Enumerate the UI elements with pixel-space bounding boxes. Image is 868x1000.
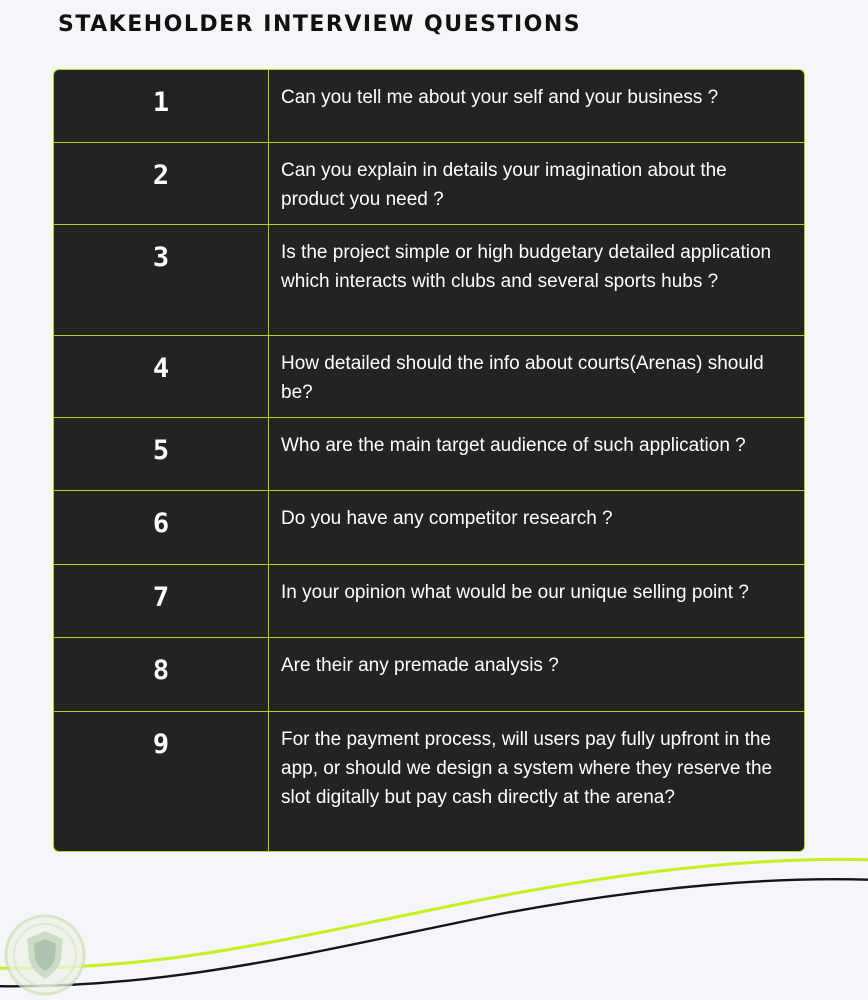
question-text: For the payment process, will users pay fully upfront in the app, or should we design a system where they reserve the slot digitally but pay cash directly at the arena? (281, 729, 773, 808)
table-row (54, 638, 804, 712)
question-number: 9 (54, 712, 269, 851)
questions-table (53, 69, 805, 852)
table-row (54, 225, 804, 336)
question-number: 4 (54, 336, 269, 417)
question-text: Can you tell me about your self and your business ? (281, 87, 719, 108)
question-text: In your opinion what would be our unique selling point ? (281, 582, 749, 603)
table-row (54, 565, 804, 638)
question-number: 7 (54, 565, 269, 637)
question-number: 1 (54, 70, 269, 142)
wave-lines-icon (0, 850, 868, 1000)
question-text: How detailed should the info about courts(Arenas) should be? (281, 353, 764, 403)
question-number: 5 (54, 418, 269, 490)
page-title: STAKEHOLDER INTERVIEW QUESTIONS (58, 12, 582, 37)
question-text: Are their any premade analysis ? (281, 655, 559, 676)
question-text: Can you explain in details your imagination about the product you need ? (281, 160, 727, 210)
shield-seal-icon (3, 913, 87, 997)
table-row (54, 336, 804, 418)
question-text: Do you have any competitor research ? (281, 508, 613, 529)
table-row (54, 70, 804, 143)
table-row (54, 418, 804, 491)
question-number: 3 (54, 225, 269, 335)
table-row (54, 712, 804, 851)
question-text: Is the project simple or high budgetary detailed application which interacts with clubs and several sports hubs ? (281, 242, 772, 292)
question-text: Who are the main target audience of such application ? (281, 435, 746, 456)
table-row (54, 143, 804, 225)
question-number: 2 (54, 143, 269, 224)
question-number: 6 (54, 491, 269, 564)
question-number: 8 (54, 638, 269, 711)
table-row (54, 491, 804, 565)
